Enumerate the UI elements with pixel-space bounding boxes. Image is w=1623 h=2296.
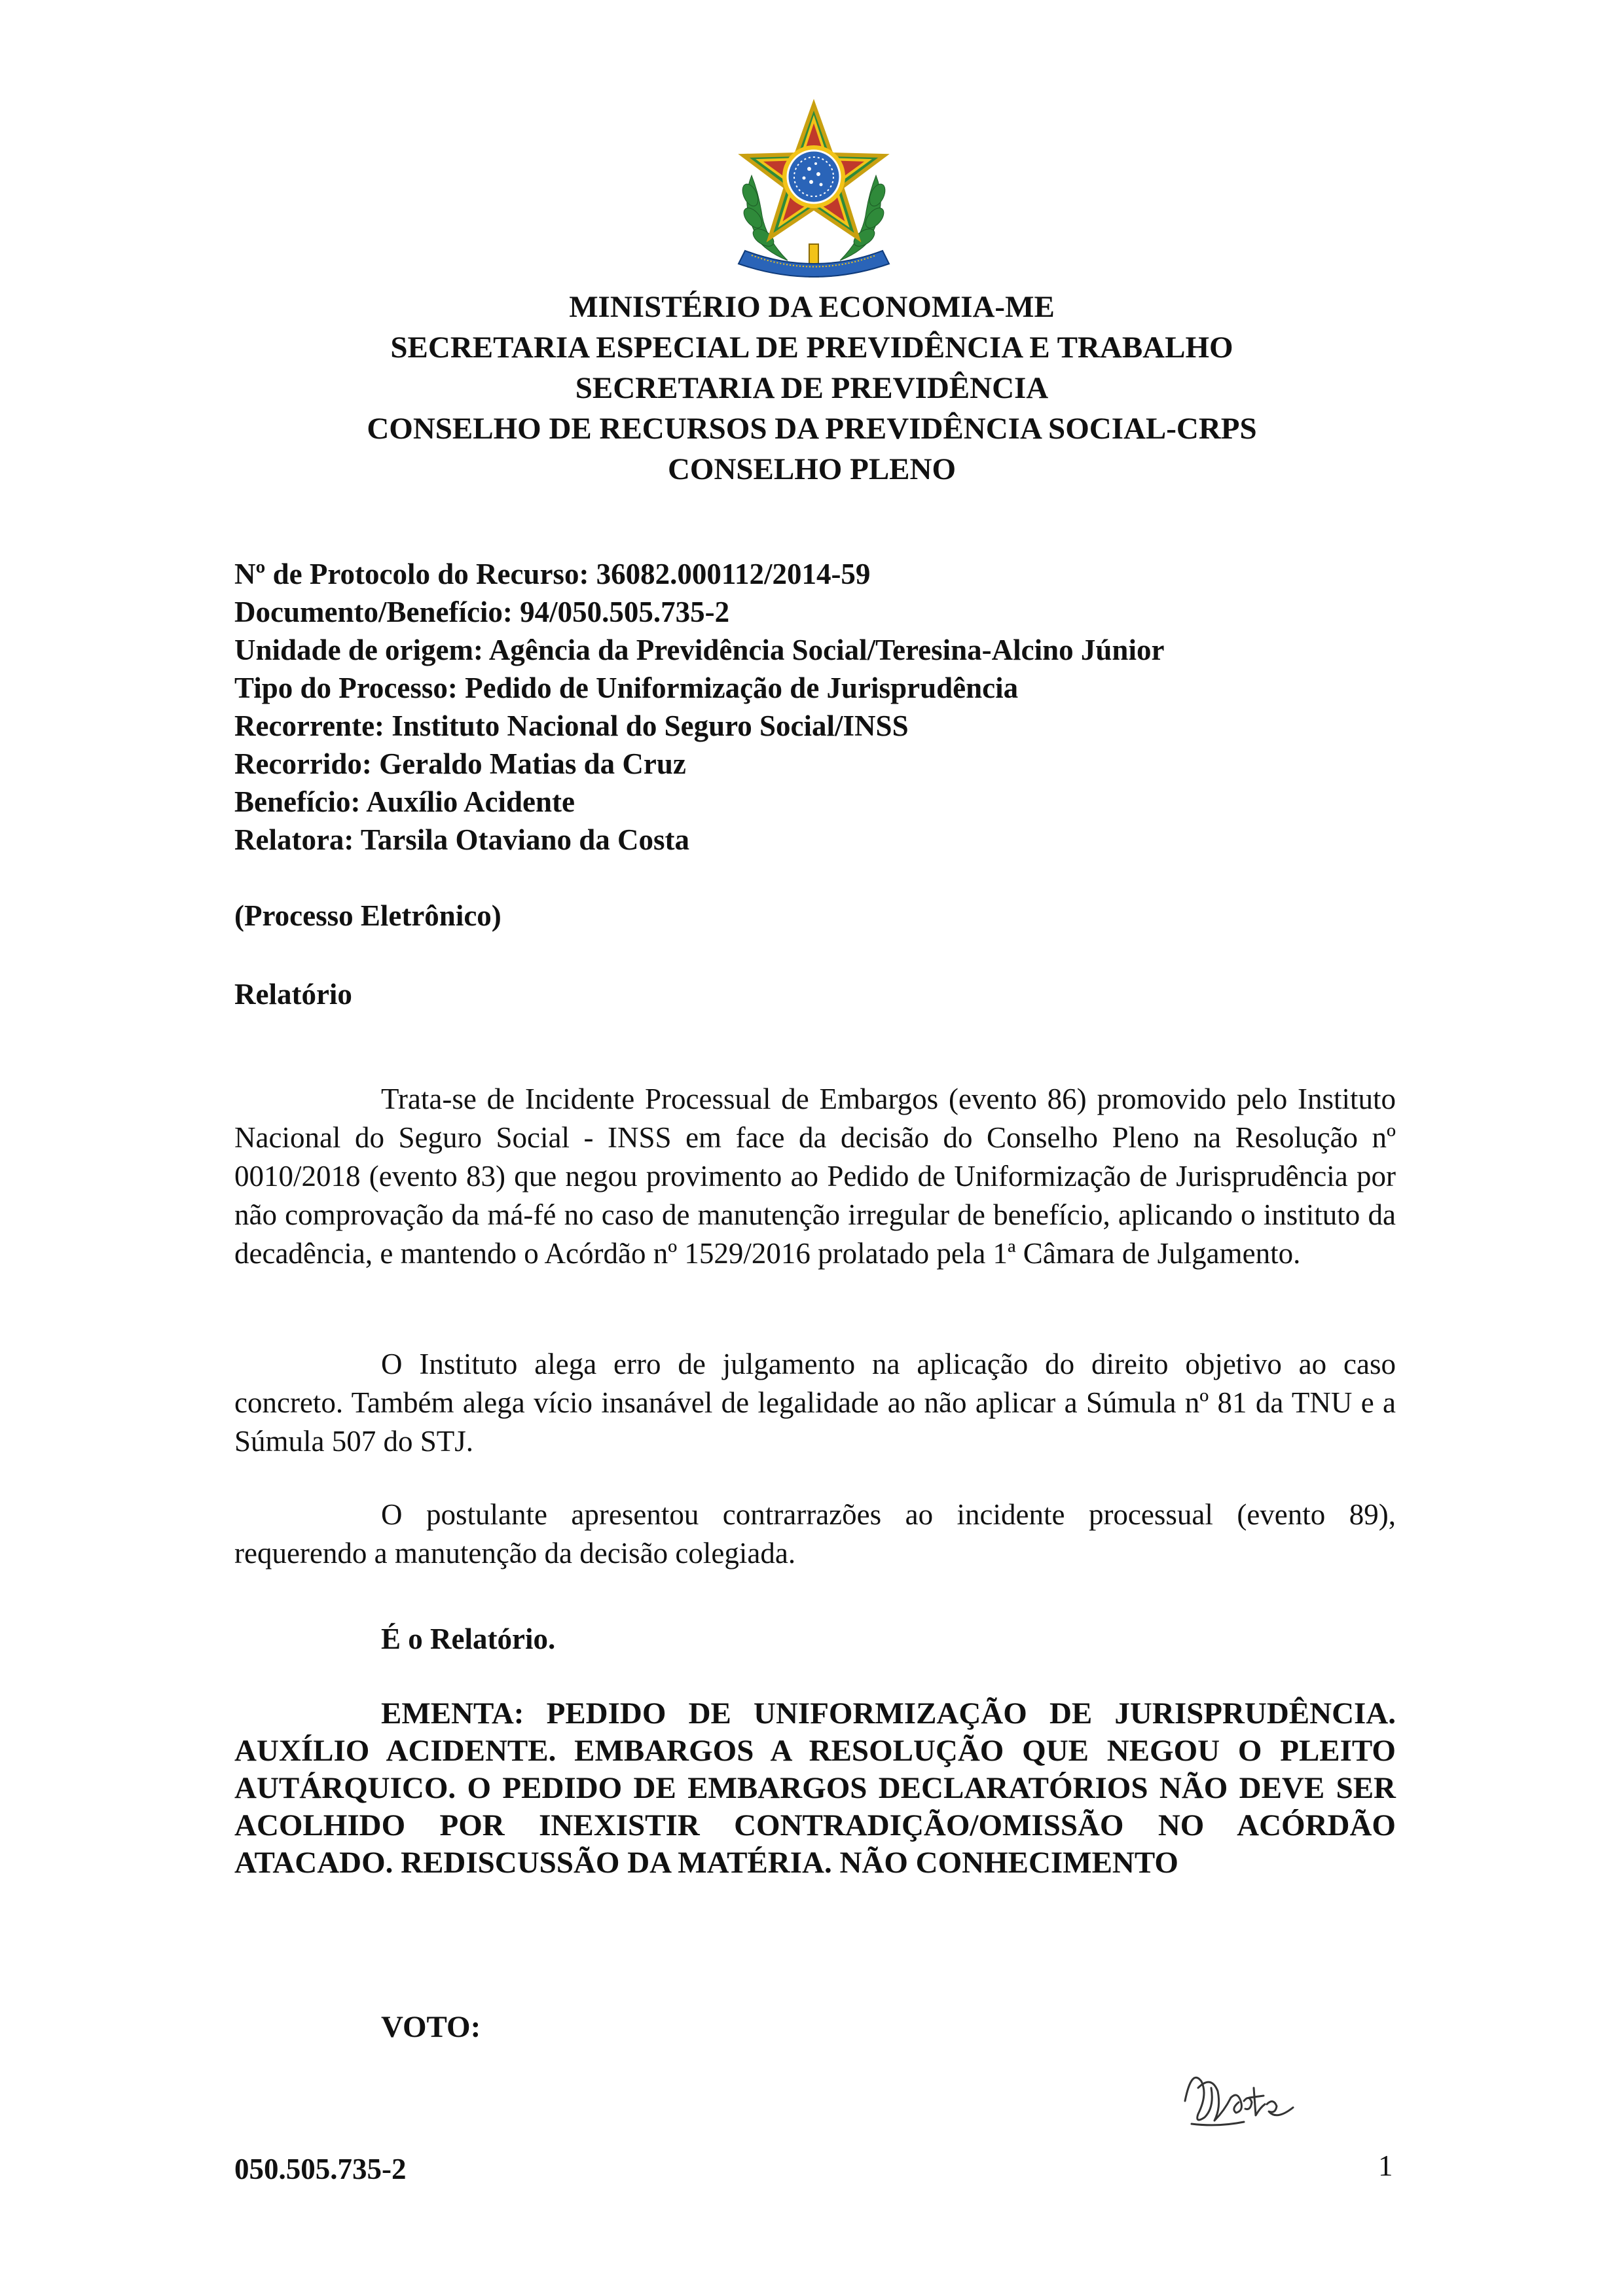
page-number: 1 (1378, 2149, 1393, 2182)
appellant: Recorrente: Instituto Nacional do Seguro Social/INSS (234, 709, 909, 742)
header-ministry: MINISTÉRIO DA ECONOMIA-ME (569, 290, 1055, 324)
header-special-secretariat: SECRETARIA ESPECIAL DE PREVIDÊNCIA E TRABALHO (390, 331, 1233, 365)
handwritten-signature-icon (1178, 2062, 1303, 2134)
report-paragraph-3 (234, 1496, 1396, 1573)
paragraph-text: O Instituto alega erro de julgamento na aplicação do direito objetivo ao caso concreto. Também alega vício insanável de legalidade ao não aplicar a Súmula nº 81 da TNU e a Súmula 507 do STJ. (234, 1348, 1396, 1458)
vote-heading: VOTO: (381, 2010, 481, 2044)
origin-unit: Unidade de origem: Agência da Previdência Social/Teresina-Alcino Júnior (234, 634, 1165, 666)
report-paragraph-2 (234, 1345, 1396, 1461)
protocol-number: Nº de Protocolo do Recurso: 36082.000112/2014-59 (234, 558, 871, 590)
brazil-coat-of-arms-icon (725, 97, 902, 287)
footer-document-number: 050.505.735-2 (234, 2153, 407, 2185)
document-header (196, 287, 1427, 490)
electronic-process-note: (Processo Eletrônico) (234, 899, 501, 932)
report-heading: Relatório (234, 978, 352, 1011)
appellee: Recorrido: Geraldo Matias da Cruz (234, 747, 686, 780)
end-of-report: É o Relatório. (381, 1623, 556, 1655)
paragraph-text: Trata-se de Incidente Processual de Embargos (evento 86) promovido pelo Instituto Nacional do Seguro Social - INSS em face da decisão do Conselho Pleno na Resolução nº 0010/2018 (evento 83) que negou provimento ao Pedido de Uniformização de Jurisprudência por não comprovação da má-fé no caso de manutenção irregular de benefício, aplicando o instituto da decadência, e mantendo o Acórdão nº 1529/2016 prolatado pela 1ª Câmara de Julgamento. (234, 1083, 1396, 1270)
ementa-summary: EMENTA: PEDIDO DE UNIFORMIZAÇÃO DE JURISPRUDÊNCIA. AUXÍLIO ACIDENTE. EMBARGOS A RESOLUÇÃO QUE NEGOU O PLEITO AUTÁRQUICO. O PEDIDO DE EMBARGOS DECLARATÓRIOS NÃO DEVE SER ACOLHIDO POR INEXISTIR CONTRADIÇÃO/OMISSÃO NO ACÓRDÃO ATACADO. REDISCUSSÃO DA MATÉRIA. NÃO CONHECIMENTO (234, 1696, 1396, 1880)
process-type: Tipo do Processo: Pedido de Uniformização de Jurisprudência (234, 672, 1019, 704)
paragraph-text: O postulante apresentou contrarrazões ao incidente processual (evento 89), requerendo a manutenção da decisão colegiada. (234, 1498, 1396, 1570)
document-benefit: Documento/Benefício: 94/050.505.735-2 (234, 596, 730, 628)
report-paragraph-1 (234, 1080, 1396, 1273)
case-metadata (234, 555, 1164, 859)
header-council: CONSELHO DE RECURSOS DA PREVIDÊNCIA SOCIAL-CRPS (367, 412, 1257, 446)
benefit: Benefício: Auxílio Acidente (234, 785, 575, 818)
rapporteur: Relatora: Tarsila Otaviano da Costa (234, 823, 690, 856)
header-plenary: CONSELHO PLENO (667, 452, 957, 486)
header-secretariat: SECRETARIA DE PREVIDÊNCIA (575, 371, 1049, 405)
